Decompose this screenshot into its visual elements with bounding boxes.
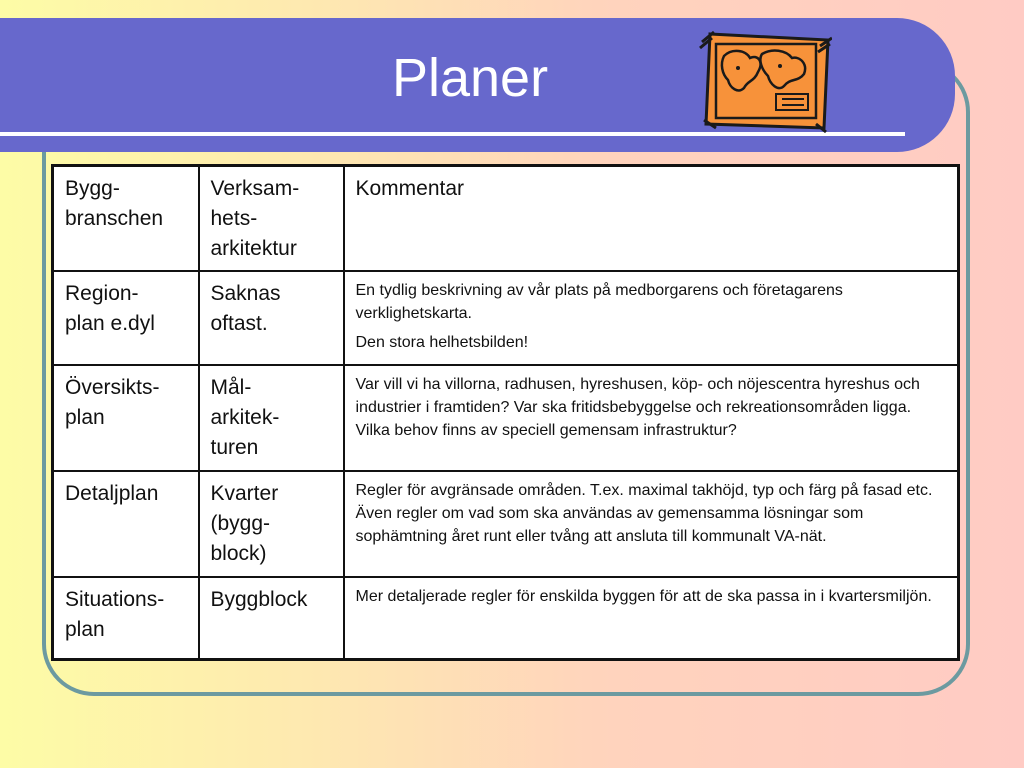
cell-text: Byggblock <box>210 588 308 611</box>
table-row <box>53 271 959 365</box>
header-bygg-branschen <box>53 166 199 272</box>
cell-text: Mål- arkitek- turen <box>210 376 280 459</box>
cell-plan-type <box>53 271 199 365</box>
cell-text: Verksam- hets- arkitektur <box>210 177 300 260</box>
cell-text: Region- plan e.dyl <box>65 282 155 335</box>
header-verksamhetsarkitektur <box>199 166 344 272</box>
cell-comment <box>344 365 959 471</box>
comment-paragraph: En tydlig beskrivning av vår plats på medborgarens och företagarens verklighetskarta. <box>355 282 843 322</box>
cell-text: Bygg- branschen <box>65 177 164 230</box>
table-row <box>53 577 959 659</box>
cell-architecture <box>199 577 344 659</box>
table-row <box>53 471 959 577</box>
cell-plan-type <box>53 365 199 471</box>
cell-text: Situations- plan <box>65 588 165 641</box>
plan-table <box>51 164 960 661</box>
table-row <box>53 365 959 471</box>
header-kommentar <box>344 166 959 272</box>
cell-text: Kommentar <box>355 177 465 200</box>
table-header-row <box>53 166 959 272</box>
cell-text: Kvarter (bygg- block) <box>210 482 279 565</box>
cell-plan-type <box>53 577 199 659</box>
cell-comment <box>344 471 959 577</box>
comment-paragraph: Mer detaljerade regler för enskilda byggen för att de ska passa in i kvartersmiljön. <box>355 588 932 605</box>
comment-paragraph: Regler för avgränsade områden. T.ex. maximal takhöjd, typ och färg på fasad etc. Även regler om vad som ska användas av gemensamma lösningar som sophämtning året runt eller tvång att ansluta till kommunalt VA-nät. <box>355 482 933 545</box>
cell-comment <box>344 577 959 659</box>
cell-plan-type <box>53 471 199 577</box>
cell-text: Detaljplan <box>65 482 159 505</box>
comment-paragraph: Den stora helhetsbilden! <box>355 334 529 351</box>
cell-comment <box>344 271 959 365</box>
framed-map-icon <box>692 28 832 134</box>
cell-text: Saknas oftast. <box>210 282 281 335</box>
cell-architecture <box>199 365 344 471</box>
cell-architecture <box>199 271 344 365</box>
comment-paragraph: Var vill vi ha villorna, radhusen, hyreshusen, köp- och nöjescentra hyreshus och industrier i framtiden? Var ska fritidsbebyggelse och rekreationsområden ligga. Vilka behov finns av speciell gemensam infrastruktur? <box>355 376 920 439</box>
cell-text: Översikts- plan <box>65 376 160 429</box>
cell-architecture <box>199 471 344 577</box>
slide-title: Planer <box>391 48 549 108</box>
